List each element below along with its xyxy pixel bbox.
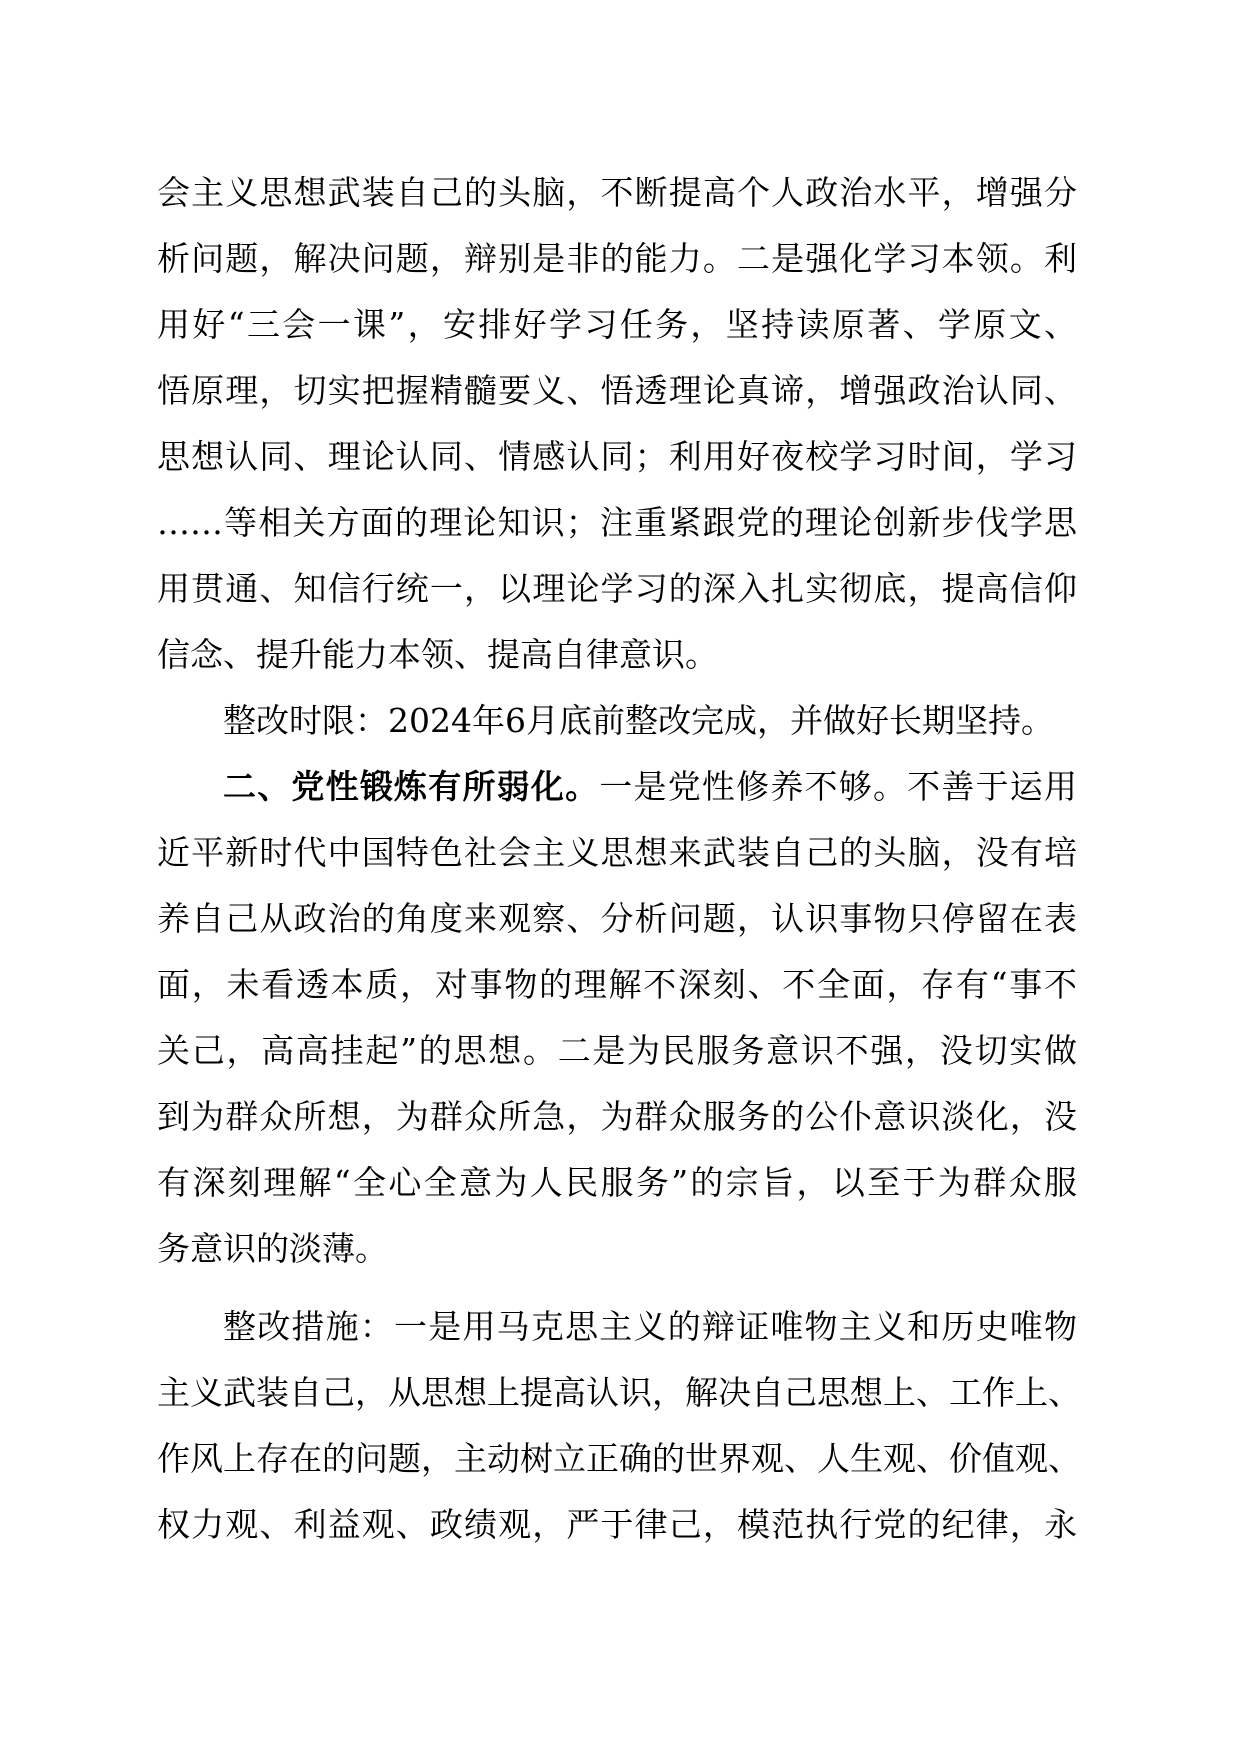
paragraph-line: ……等相关方面的理论知识；注重紧跟党的理论创新步伐学思: [157, 503, 1077, 542]
paragraph-line: 整改措施：一是用马克思主义的辩证唯物主义和历史唯物: [223, 1307, 1077, 1346]
paragraph-line: 析问题，解决问题，辩别是非的能力。二是强化学习本领。利: [157, 239, 1077, 278]
section-heading-line: [157, 754, 1077, 820]
section-heading-rest: 一是党性修养不够。不善于运用: [599, 767, 1078, 806]
paragraph-line: 信念、提升能力本领、提高自律意识。: [157, 635, 718, 674]
paragraph-line: 主义武装自己，从思想上提高认识，解决自己思想上、工作上、: [157, 1373, 1081, 1412]
paragraph-line: 关己，高高挂起”的思想。二是为民服务意识不强，没切实做: [157, 1031, 1077, 1070]
paragraph-line: 权力观、利益观、政绩观，严于律己，模范执行党的纪律，永: [157, 1505, 1077, 1544]
paragraph-line: 务意识的淡薄。: [157, 1229, 388, 1268]
paragraph-line: 到为群众所想，为群众所急，为群众服务的公仆意识淡化，没: [157, 1097, 1077, 1136]
paragraph-line: 面，未看透本质，对事物的理解不深刻、不全面，存有“事不: [157, 965, 1077, 1004]
paragraph-line: 用好“三会一课”，安排好学习任务，坚持读原著、学原文、: [157, 305, 1077, 344]
deadline-line: 整改时限：2024年6月底前整改完成，并做好长期坚持。: [223, 701, 1054, 740]
paragraph-gap: [157, 1282, 1077, 1294]
paragraph-line: 养自己从政治的角度来观察、分析问题，认识事物只停留在表: [157, 899, 1077, 938]
paragraph-line: 用贯通、知信行统一，以理论学习的深入扎实彻底，提高信仰: [157, 569, 1077, 608]
paragraph-line: 近平新时代中国特色社会主义思想来武装自己的头脑，没有培: [157, 833, 1077, 872]
paragraph-line: 思想认同、理论认同、情感认同；利用好夜校学习时间，学习: [157, 437, 1077, 476]
paragraph-line: 会主义思想武装自己的头脑，不断提高个人政治水平，增强分: [157, 173, 1077, 212]
paragraph-line: 悟原理，切实把握精髓要义、悟透理论真谛，增强政治认同、: [157, 371, 1077, 410]
paragraph-line: 作风上存在的问题，主动树立正确的世界观、人生观、价值观、: [157, 1439, 1081, 1478]
document-body: [157, 160, 1081, 1558]
section-heading: 二、党性锻炼有所弱化。: [223, 767, 600, 806]
paragraph-line: 有深刻理解“全心全意为人民服务”的宗旨，以至于为群众服: [157, 1163, 1077, 1202]
